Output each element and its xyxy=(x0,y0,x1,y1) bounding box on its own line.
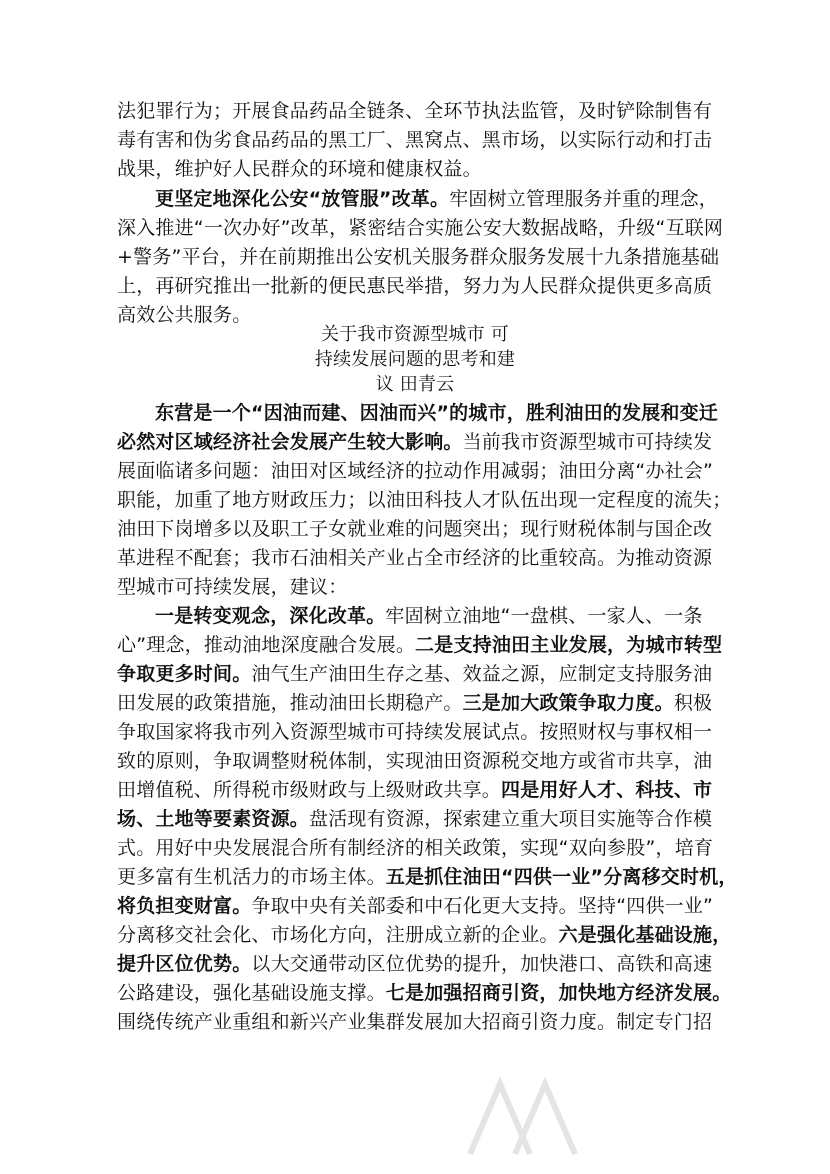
paragraph-line xyxy=(117,429,727,456)
bold-text-run: 四是用好人才、科技、市 xyxy=(501,779,713,801)
text-run: 当前我市资源型城市可持续发 xyxy=(462,431,713,453)
text-run: 田发展的政策措施，推动油田长期稳产。 xyxy=(117,692,463,714)
text-run: +警务”平台，并在前期推出公安机关服务群众服务发展十九条措施基础 xyxy=(117,246,720,268)
bold-text-run: 一是转变观念，深化改革。 xyxy=(155,605,386,627)
text-run: 心”理念，推动油地深度融合发展。 xyxy=(117,634,416,656)
paragraph-line xyxy=(117,893,727,920)
text-run: 争取中央有关部委和中石化更大支持。坚持“四供一业” xyxy=(251,895,714,917)
paragraph-line xyxy=(117,98,727,125)
bold-text-run: 五是抓住油田“四供一业”分离移交时机， xyxy=(385,866,738,888)
text-run: 田增值税、所得税市级财政与上级财政共享。 xyxy=(117,779,502,801)
text-run: 法犯罪行为；开展食品药品全链条、全环节执法监管，及时铲除制售有 xyxy=(117,100,713,122)
bold-text-run: 更坚定地深化公安“放管服”改革。 xyxy=(155,188,450,210)
paragraph-line xyxy=(155,603,725,630)
paragraph-line xyxy=(117,273,727,300)
bold-text-run: 场、土地等要素资源。 xyxy=(117,808,310,830)
text-run: 议 田青云 xyxy=(375,374,455,395)
text-run: 牢固树立管理服务并重的理念， xyxy=(449,188,718,210)
text-run: 职能，加重了地方财政压力；以油田科技人才队伍出现一定程度的流失； xyxy=(117,489,732,511)
paragraph-line xyxy=(117,748,727,775)
paragraph-line xyxy=(117,690,727,717)
paragraph-line xyxy=(117,545,727,572)
text-run: 争取国家将我市列入资源型城市可持续发展试点。按照财权与事权相一 xyxy=(117,721,713,743)
paragraph-line xyxy=(117,661,727,688)
paragraph-line xyxy=(117,244,727,271)
paragraph-line xyxy=(117,632,727,659)
text-run: 关于我市资源型城市 可 xyxy=(321,324,509,345)
text-run: 毒有害和伪劣食品药品的黑工厂、黑窝点、黑市场，以实际行动和打击 xyxy=(117,129,713,151)
text-run: 深入推进“一次办好”改革，紧密结合实施公安大数据战略，升级“互联网 xyxy=(117,217,724,239)
text-run: 持续发展问题的思考和建 xyxy=(314,349,516,370)
paragraph-line xyxy=(117,922,732,949)
bold-text-run: 三是加大政策争取力度。 xyxy=(462,692,674,714)
paragraph-line xyxy=(117,215,727,242)
paragraph-line xyxy=(117,127,727,154)
text-run: 战果，维护好人民群众的环境和健康权益。 xyxy=(117,158,482,180)
text-run: 牢固树立油地“一盘棋、一家人、一条 xyxy=(385,605,703,627)
paragraph-line xyxy=(117,864,738,891)
bold-text-run: 提升区位优势。 xyxy=(117,953,252,975)
paragraph-line xyxy=(117,835,727,862)
bold-text-run: 争取更多时间。 xyxy=(117,663,252,685)
paragraph-line xyxy=(117,458,727,485)
bold-text-run: 二是支持油田主业发展，为城市转型 xyxy=(415,634,723,656)
paragraph-line xyxy=(117,156,727,183)
text-run: 盘活现有资源，探索建立重大项目实施等合作模 xyxy=(309,808,713,830)
bold-text-run: 七是加强招商引资，加快地方经济发展。 xyxy=(385,982,732,1004)
paragraph-line xyxy=(117,806,727,833)
text-run: 上，再研究推出一批新的便民惠民举措，努力为人民群众提供更多高质 xyxy=(117,275,713,297)
bold-text-run: 必然对区域经济社会发展产生较大影响。 xyxy=(117,431,463,453)
paragraph-line xyxy=(117,951,727,978)
paragraph-line xyxy=(155,400,725,427)
text-run: 以大交通带动区位优势的提升，加快港口、高铁和高速 xyxy=(251,953,713,975)
document-title-line xyxy=(117,346,713,373)
paragraph-line xyxy=(117,980,732,1007)
watermark-icon xyxy=(460,1074,580,1164)
paragraph-line xyxy=(117,719,727,746)
paragraph-line xyxy=(117,1009,727,1036)
paragraph-line xyxy=(117,487,732,514)
text-run: 式。用好中央发展混合所有制经济的相关政策，实现“双向参股”，培育 xyxy=(117,837,714,859)
text-run: 分离移交社会化、市场化方向，注册成立新的企业。 xyxy=(117,924,559,946)
text-run: 致的原则，争取调整财税体制，实现油田资源税交地方或省市共享，油 xyxy=(117,750,713,772)
document-title-line xyxy=(117,321,713,348)
paragraph-line xyxy=(155,186,725,213)
document-title-line xyxy=(117,371,713,398)
text-run: 革进程不配套；我市石油相关产业占全市经济的比重较高。为推动资源 xyxy=(117,547,713,569)
bold-text-run: 六是强化基础设施， xyxy=(558,924,732,946)
paragraph-line xyxy=(117,574,727,601)
text-run: 更多富有生机活力的市场主体。 xyxy=(117,866,386,888)
text-run: 展面临诸多问题：油田对区域经济的拉动作用减弱；油田分离“办社会” xyxy=(117,460,714,482)
paragraph-line xyxy=(117,516,727,543)
bold-text-run: 将负担变财富。 xyxy=(117,895,252,917)
text-run: 高效公共服务。 xyxy=(117,304,252,326)
text-run: 积极 xyxy=(673,692,713,714)
paragraph-line xyxy=(117,777,727,804)
text-run: 油气生产油田生存之基、效益之源，应制定支持服务油 xyxy=(251,663,713,685)
text-run: 公路建设，强化基础设施支撑。 xyxy=(117,982,386,1004)
bold-text-run: 东营是一个“因油而建、因油而兴”的城市，胜利油田的发展和变迁 xyxy=(155,402,718,424)
text-run: 围绕传统产业重组和新兴产业集群发展加大招商引资力度。制定专门招 xyxy=(117,1011,713,1033)
text-run: 油田下岗增多以及职工子女就业难的问题突出；现行财税体制与国企改 xyxy=(117,518,713,540)
text-run: 型城市可持续发展，建议： xyxy=(117,576,348,598)
